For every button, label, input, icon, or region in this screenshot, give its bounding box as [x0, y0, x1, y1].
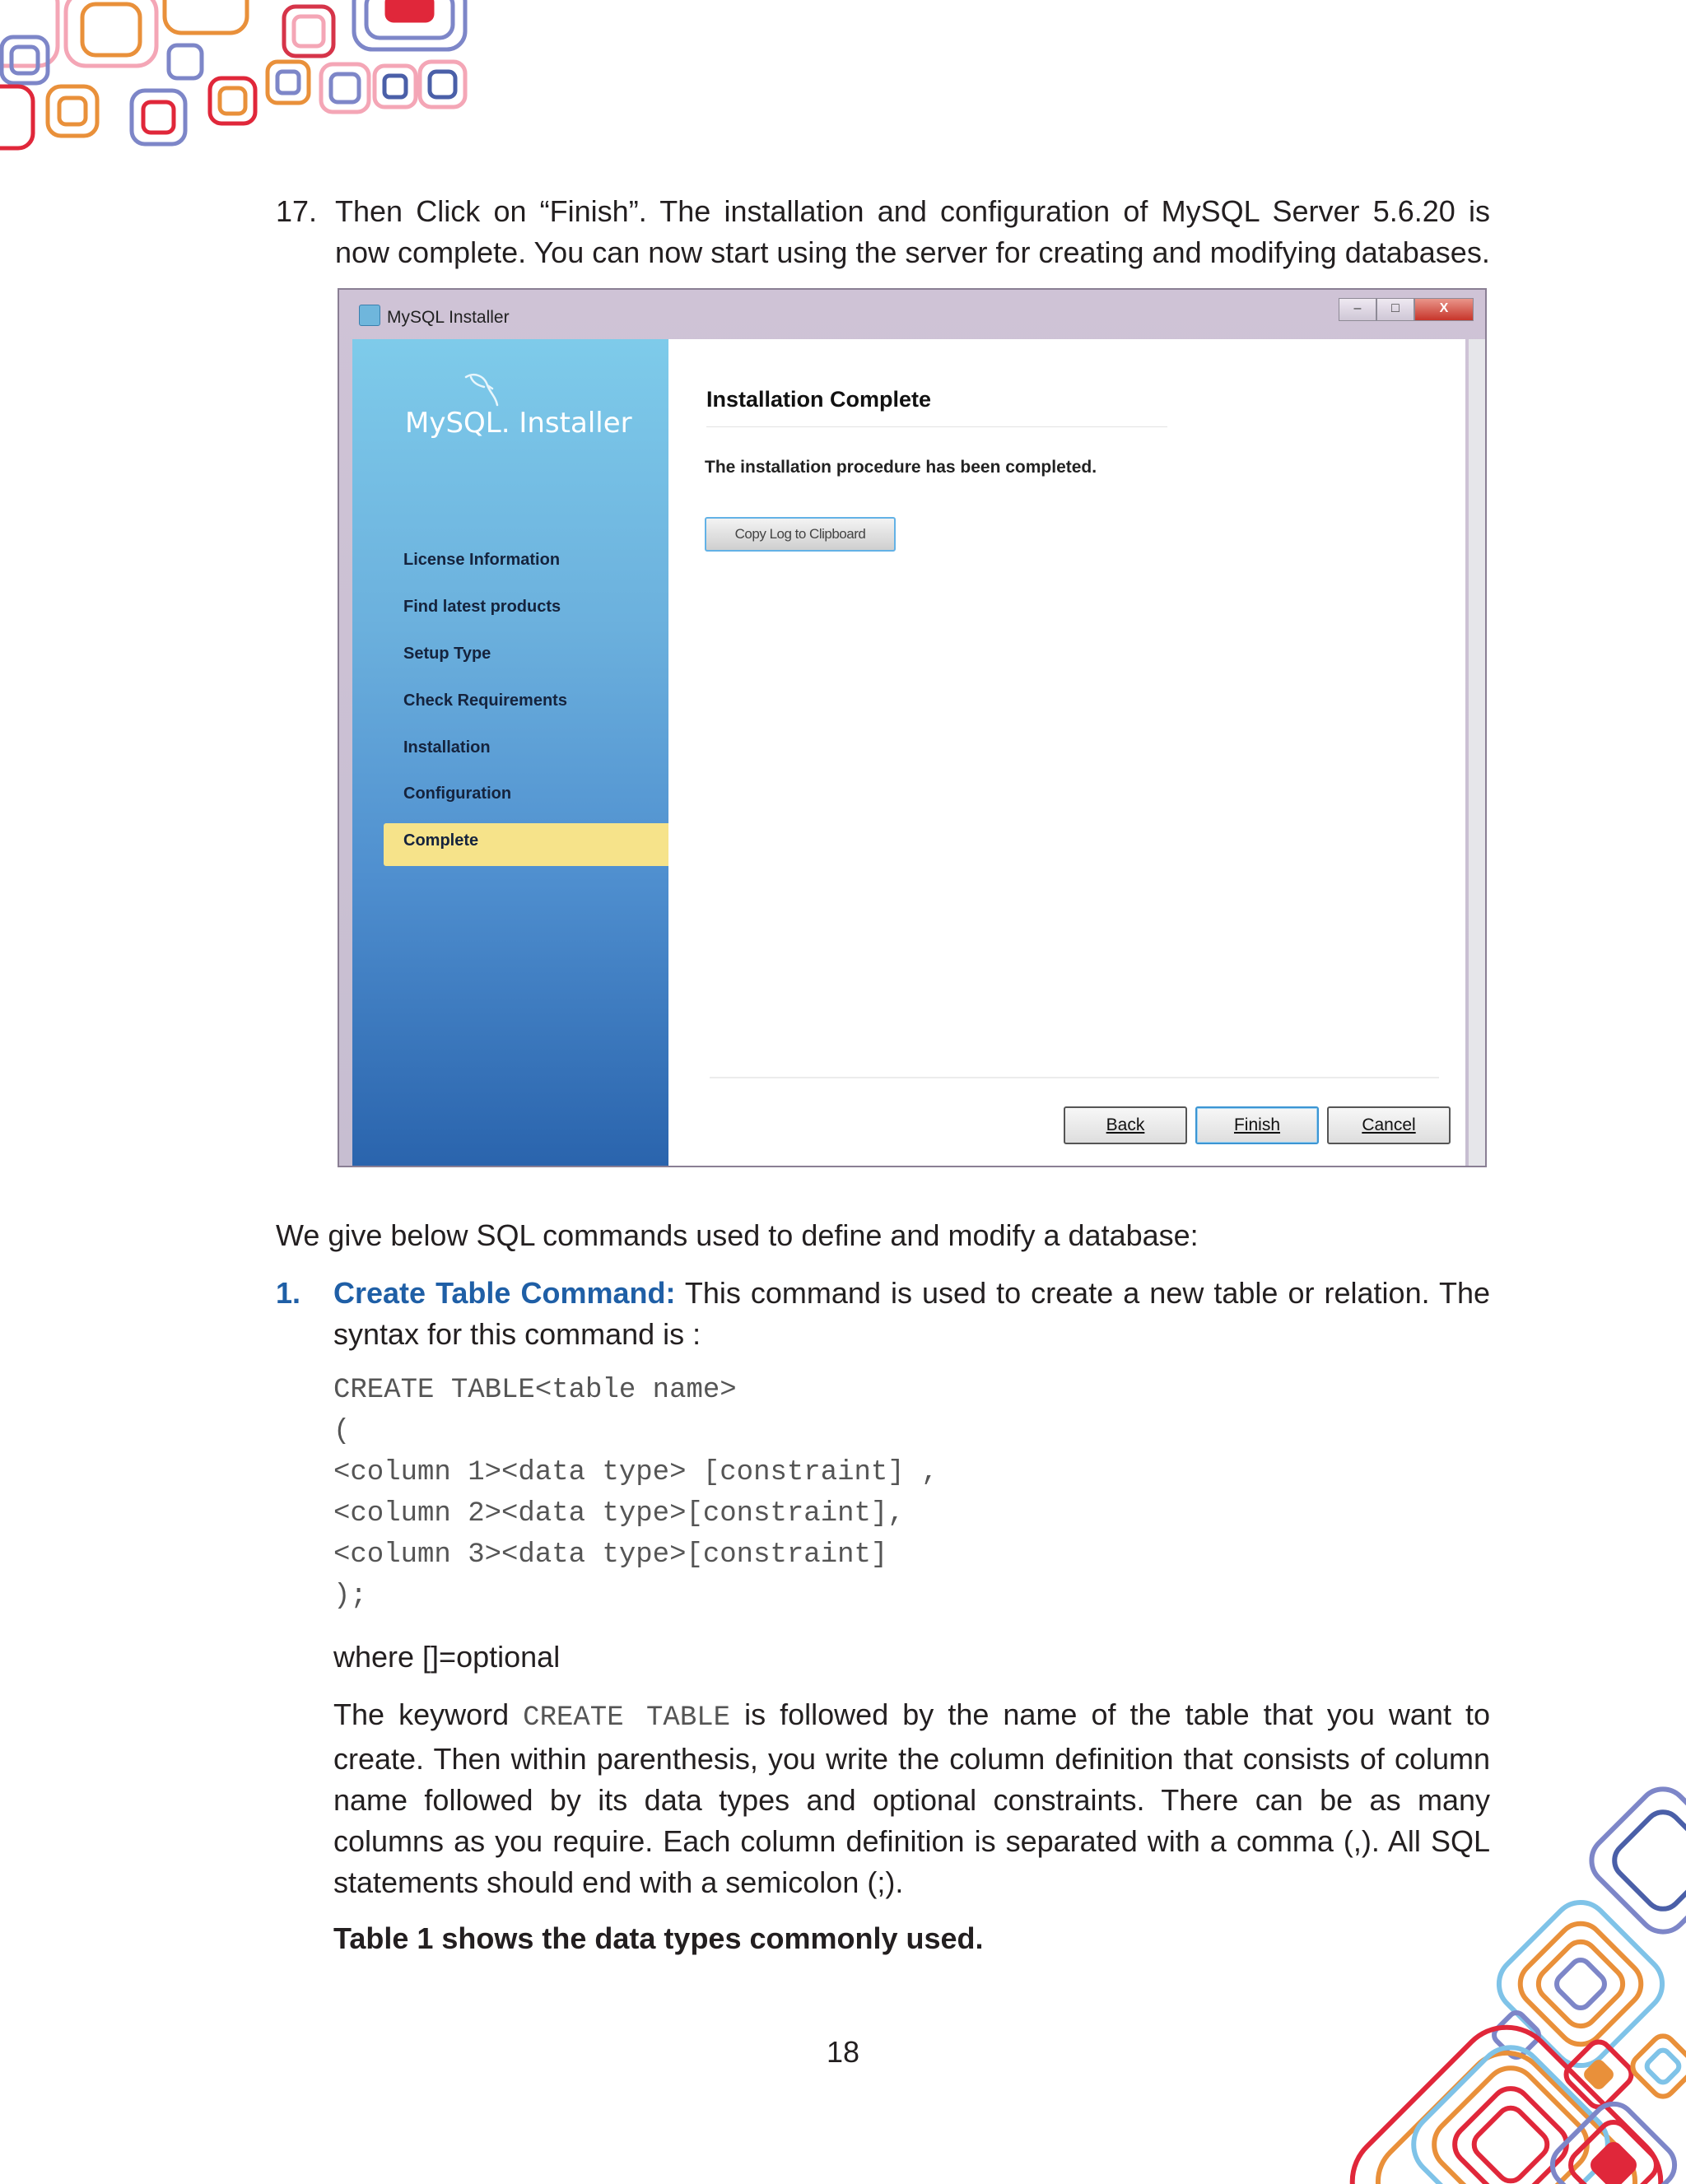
nav-complete[interactable]: Complete [403, 831, 479, 850]
maximize-button[interactable]: □ [1376, 298, 1414, 321]
window-controls [1339, 298, 1474, 321]
window-right-border [1469, 339, 1485, 1166]
close-button[interactable]: X [1414, 298, 1474, 321]
nav-configuration[interactable]: Configuration [403, 785, 512, 803]
step-number: 17. [276, 194, 318, 228]
explanation-paragraph [333, 1694, 1490, 1903]
create-table-keyword: CREATE TABLE [523, 1702, 731, 1734]
code-line: ( [333, 1416, 351, 1447]
step-17 [276, 191, 1490, 273]
cancel-button[interactable]: Cancel [1327, 1106, 1451, 1144]
window-title: MySQL Installer [387, 308, 510, 327]
item-number: 1. [276, 1276, 301, 1310]
finish-button[interactable]: Finish [1195, 1106, 1319, 1144]
code-block [333, 1370, 938, 1617]
item-text: This command is used to create a new table or relation. The syntax for this command is : [333, 1276, 1490, 1351]
code-line: CREATE TABLE<table name> [333, 1375, 737, 1406]
mysql-app-icon [359, 305, 380, 326]
back-button[interactable]: Back [1064, 1106, 1187, 1144]
window-titlebar [339, 290, 1485, 338]
nav-license-information[interactable]: License Information [403, 551, 561, 569]
page-number: 18 [827, 2035, 860, 2069]
code-line: <column 2><data type>[constraint], [333, 1498, 905, 1530]
nav-installation[interactable]: Installation [403, 738, 491, 757]
nav-check-requirements[interactable]: Check Requirements [403, 692, 567, 710]
item-heading: Create Table Command: [333, 1276, 676, 1310]
installer-sidebar [352, 339, 668, 1166]
decorative-squares-top-left [0, 0, 477, 165]
copy-log-button[interactable]: Copy Log to Clipboard [705, 517, 896, 552]
mysql-installer-window [338, 288, 1487, 1167]
completion-message: The installation procedure has been completed. [705, 458, 1097, 477]
installer-logo-text: MySQL. Installer [405, 407, 632, 440]
code-line: <column 3><data type>[constraint] [333, 1539, 888, 1571]
installer-content [668, 339, 1465, 1166]
minimize-button[interactable]: – [1339, 298, 1376, 321]
create-table-item [276, 1273, 1490, 1355]
code-line: <column 1><data type> [constraint] , [333, 1457, 938, 1488]
table-note: Table 1 shows the data types commonly used. [333, 1921, 984, 1955]
explanation-post: is followed by the name of the table that you want to create. Then within parenthesis, you write the column definition that consists of column name followed by its data types and optional constraints. There can be as many columns as you require. Each column definition is separated with a comma (,). All SQL statements should end with a semicolon (;). [333, 1697, 1491, 1899]
footer-divider [710, 1077, 1439, 1078]
nav-setup-type[interactable]: Setup Type [403, 645, 491, 663]
dolphin-icon [459, 369, 501, 408]
intro-text: We give below SQL commands used to define and modify a database: [276, 1218, 1199, 1252]
code-line: ); [333, 1581, 367, 1612]
optional-note: where []=optional [333, 1640, 561, 1674]
step-text: Then Click on “Finish”. The installation and configuration of MySQL Server 5.6.20 is now complete. You can now start using the server for creating and modifying databases. [335, 194, 1490, 269]
nav-find-latest-products[interactable]: Find latest products [403, 598, 561, 616]
content-heading: Installation Complete [706, 387, 932, 412]
explanation-pre: The keyword [333, 1697, 524, 1731]
heading-divider [706, 426, 1167, 427]
